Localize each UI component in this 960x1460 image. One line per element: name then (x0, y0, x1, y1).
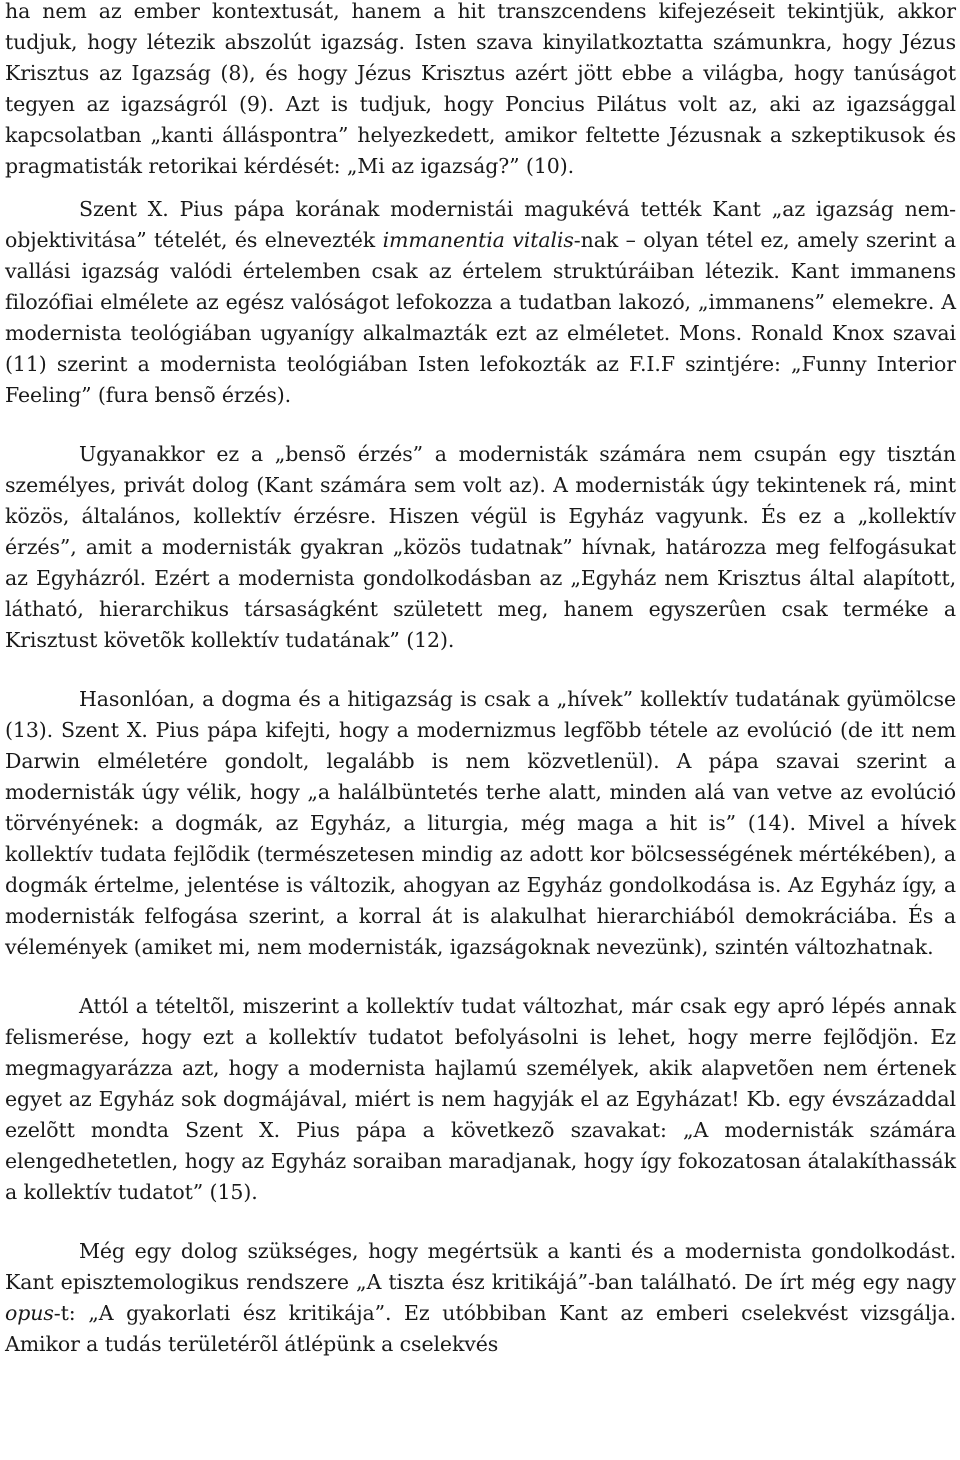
paragraph-text: Hasonlóan, a dogma és a hitigazság is csak a „hívek” kollektív tudatának gyümölcse (13). Szent X. Pius pápa kifejti, hogy a modernizmus legfõbb tétele az evolúció (de itt nem Darwin elméletére gondolt, legalább is nem közvetlenül). A pápa szavai szerint a modernisták úgy vélik, hogy „a halálbüntetés terhe alatt, minden alá van vetve az evolúció törvényének: a dogmák, az Egyház, a liturgia, még maga a hit is” (14). Mivel a hívek kollektív tudata fejlõdik (természetesen mindig az adott kor bölcsességének mértékében), a dogmák értelme, jelentése is változik, ahogyan az Egyház gondolkodása is. Az Egyház így, a modernisták felfogása szerint, a korral át is alakulhat hierarchiából demokráciába. És a vélemények (amiket mi, nem modernisták, igazságoknak nevezünk), szintén változhatnak. (5, 687, 956, 959)
paragraph-text: Attól a tételtõl, miszerint a kollektív tudat változhat, már csak egy apró lépés annak felismerése, hogy ezt a kollektív tudatot befolyásolni is lehet, hogy merre fejlõdjön. Ez megmagyarázza azt, hogy a modernista hajlamú személyek, akik alapvetõen nem értenek egyet az Egyház sok dogmájával, miért is nem hagyják el az Egyházat! Kb. egy évszázaddal ezelõtt mondta Szent X. Pius pápa a következõ szavakat: „A modernisták számára elengedhetetlen, hogy az Egyház soraiban maradjanak, hogy így fokozatosan átalakíthassák a kollektív tudatot” (15). (5, 994, 956, 1204)
paragraph-text: Még egy dolog szükséges, hogy megértsük a kanti és a modernista gondolkodást. Kant episztemologikus rendszere „A tiszta ész kritikájá”-ban található. De írt még egy nagy (5, 1239, 956, 1294)
paragraph (5, 0, 956, 182)
paragraph (5, 991, 956, 1208)
italic-term: opus (5, 1301, 54, 1325)
paragraph-text: -t: „A gyakorlati ész kritikája”. Ez utóbbiban Kant az emberi cselekvést vizsgálja. Amikor a tudás területérõl átlépünk a cselekvés (5, 1301, 956, 1356)
paragraph-text: Ugyanakkor ez a „bensõ érzés” a modernisták számára nem csupán egy tisztán személyes, privát dolog (Kant számára sem volt az). A modernisták úgy tekintenek rá, mint közös, általános, kollektív érzésre. Hiszen végül is Egyház vagyunk. És ez a „kollektív érzés”, amit a modernisták gyakran „közös tudatnak” hívnak, határozza meg felfogásukat az Egyházról. Ezért a modernista gondolkodásban az „Egyház nem Krisztus által alapított, látható, hierarchikus társaságként született meg, hanem egyszerûen csak terméke a Krisztust követõk kollektív tudatának” (12). (5, 442, 956, 652)
document-body (5, 0, 956, 1360)
italic-term: immanentia vitalis (382, 228, 574, 252)
paragraph-text: -nak – olyan tétel ez, amely szerint a vallási igazság valódi értelemben csak az értelem struktúráiban létezik. Kant immanens filozófiai elmélete az egész valóságot lefokozza a tudatban lakozó, „immanens” elemekre. A modernista teológiában ugyanígy alkalmazták ezt az elméletet. Mons. Ronald Knox szavai (11) szerint a modernista teológiában Isten lefokozták az F.I.F szintjére: „Funny Interior Feeling” (fura bensõ érzés). (5, 228, 956, 407)
paragraph (5, 194, 956, 411)
paragraph (5, 1236, 956, 1360)
paragraph (5, 684, 956, 963)
paragraph (5, 439, 956, 656)
paragraph-text: ha nem az ember kontextusát, hanem a hit transzcendens kifejezéseit tekintjük, akkor tudjuk, hogy létezik abszolút igazság. Isten szava kinyilatkoztatta számunkra, hogy Jézus Krisztus az Igazság (8), és hogy Jézus Krisztus azért jött ebbe a világba, hogy tanúságot tegyen az igazságról (9). Azt is tudjuk, hogy Poncius Pilátus volt az, aki az igazsággal kapcsolatban „kanti álláspontra” helyezkedett, amikor feltette Jézusnak a szkeptikusok és pragmatisták retorikai kérdését: „Mi az igazság?” (10). (5, 0, 956, 178)
paragraph-text: Szent X. Pius pápa korának modernistái magukévá tették Kant „az igazság nem-objektivitása” tételét, és elnevezték (5, 197, 956, 252)
